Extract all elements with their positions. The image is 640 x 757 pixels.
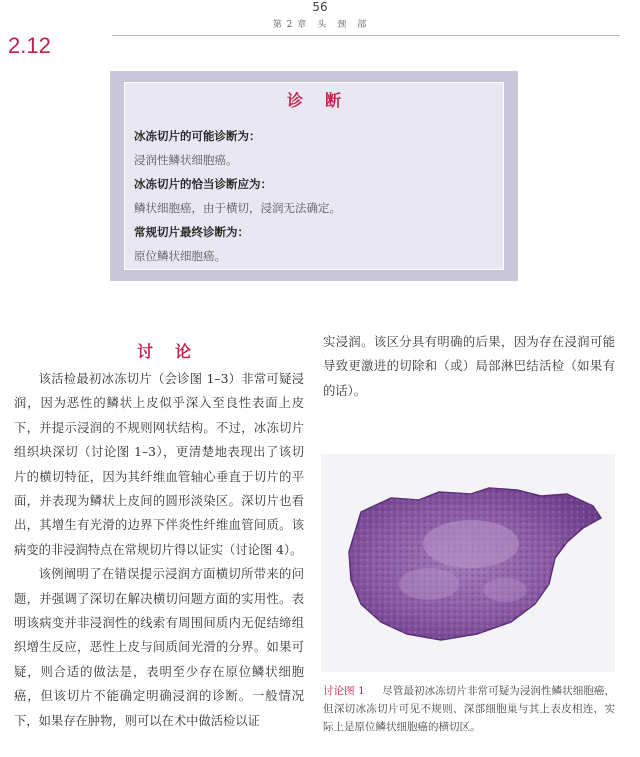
header-rule: [112, 35, 620, 36]
diagnosis-answer-2: 鳞状细胞癌，由于横切，浸润无法确定。: [134, 201, 341, 215]
diagnosis-question-3: 常规切片最终诊断为：: [134, 225, 249, 239]
histology-figure: [321, 454, 615, 672]
page-number: 56: [312, 0, 328, 14]
figure-caption-text: 尽管最初冰冻切片非常可疑为浸润性鳞状细胞癌，但深切冰冻切片可见不规则、深部细胞巢与其上表皮相连，实际上是原位鳞状细胞癌的横切区。: [323, 685, 616, 733]
diagnosis-answer-3: 原位鳞状细胞癌。: [134, 249, 226, 263]
discussion-paragraph-2: 该例阐明了在错误提示浸润方面横切所带来的问题，并强调了深切在解决横切问题方面的实用性。表明该病变并非浸润性的线索有周围间质内无促结缔组织增生反应，恶性上皮与间质间光滑的分界。如果可疑，则合适的做法是，表明至少存在原位鳞状细胞癌，但该切片不能确定明确浸润的诊断。一般情况下，如果存在肿物，则可以在术中做活检以证: [14, 567, 304, 728]
histology-slide-image: [321, 454, 615, 672]
diagnosis-answer-1: 浸润性鳞状细胞癌。: [134, 153, 238, 167]
discussion-paragraph-1: 该活检最初冰冻切片（会诊图 1–3）非常可疑浸润，因为恶性的鳞状上皮似乎深入至良性表面上皮下，并提示浸润的不规则网状结构。不过，冰冻切片组织块深切（讨论图 1–3），更清楚地表现出了该切片的横切特征，因为其纤维血管轴心垂直于切片的平面，并表现为鳞状上皮间的圆形淡染区。深切片也看出，其增生有光滑的边界下伴炎性纤维血管间质。该病变的非浸润特点在常规切片得以证实（讨论图 4）。: [14, 372, 304, 557]
figure-label: 讨论图 1: [323, 685, 365, 697]
diagnosis-question-1: 冰冻切片的可能诊断为：: [134, 129, 261, 143]
diagnosis-question-2: 冰冻切片的恰当诊断应为：: [134, 177, 272, 191]
diagnosis-title: 诊断: [286, 91, 363, 110]
discussion-title: 讨论: [136, 342, 213, 361]
discussion-left-column: [14, 367, 304, 733]
section-number: 2.12: [8, 33, 51, 58]
discussion-paragraph-2-continued: 实浸润。该区分具有明确的后果，因为存在浸润可能导致更激进的切除和（或）局部淋巴结活检（如果有的话）。: [323, 335, 615, 398]
running-head: 第 2 章 头 颈 部: [272, 20, 368, 30]
figure-caption: [323, 682, 615, 736]
discussion-right-column: [323, 330, 615, 403]
